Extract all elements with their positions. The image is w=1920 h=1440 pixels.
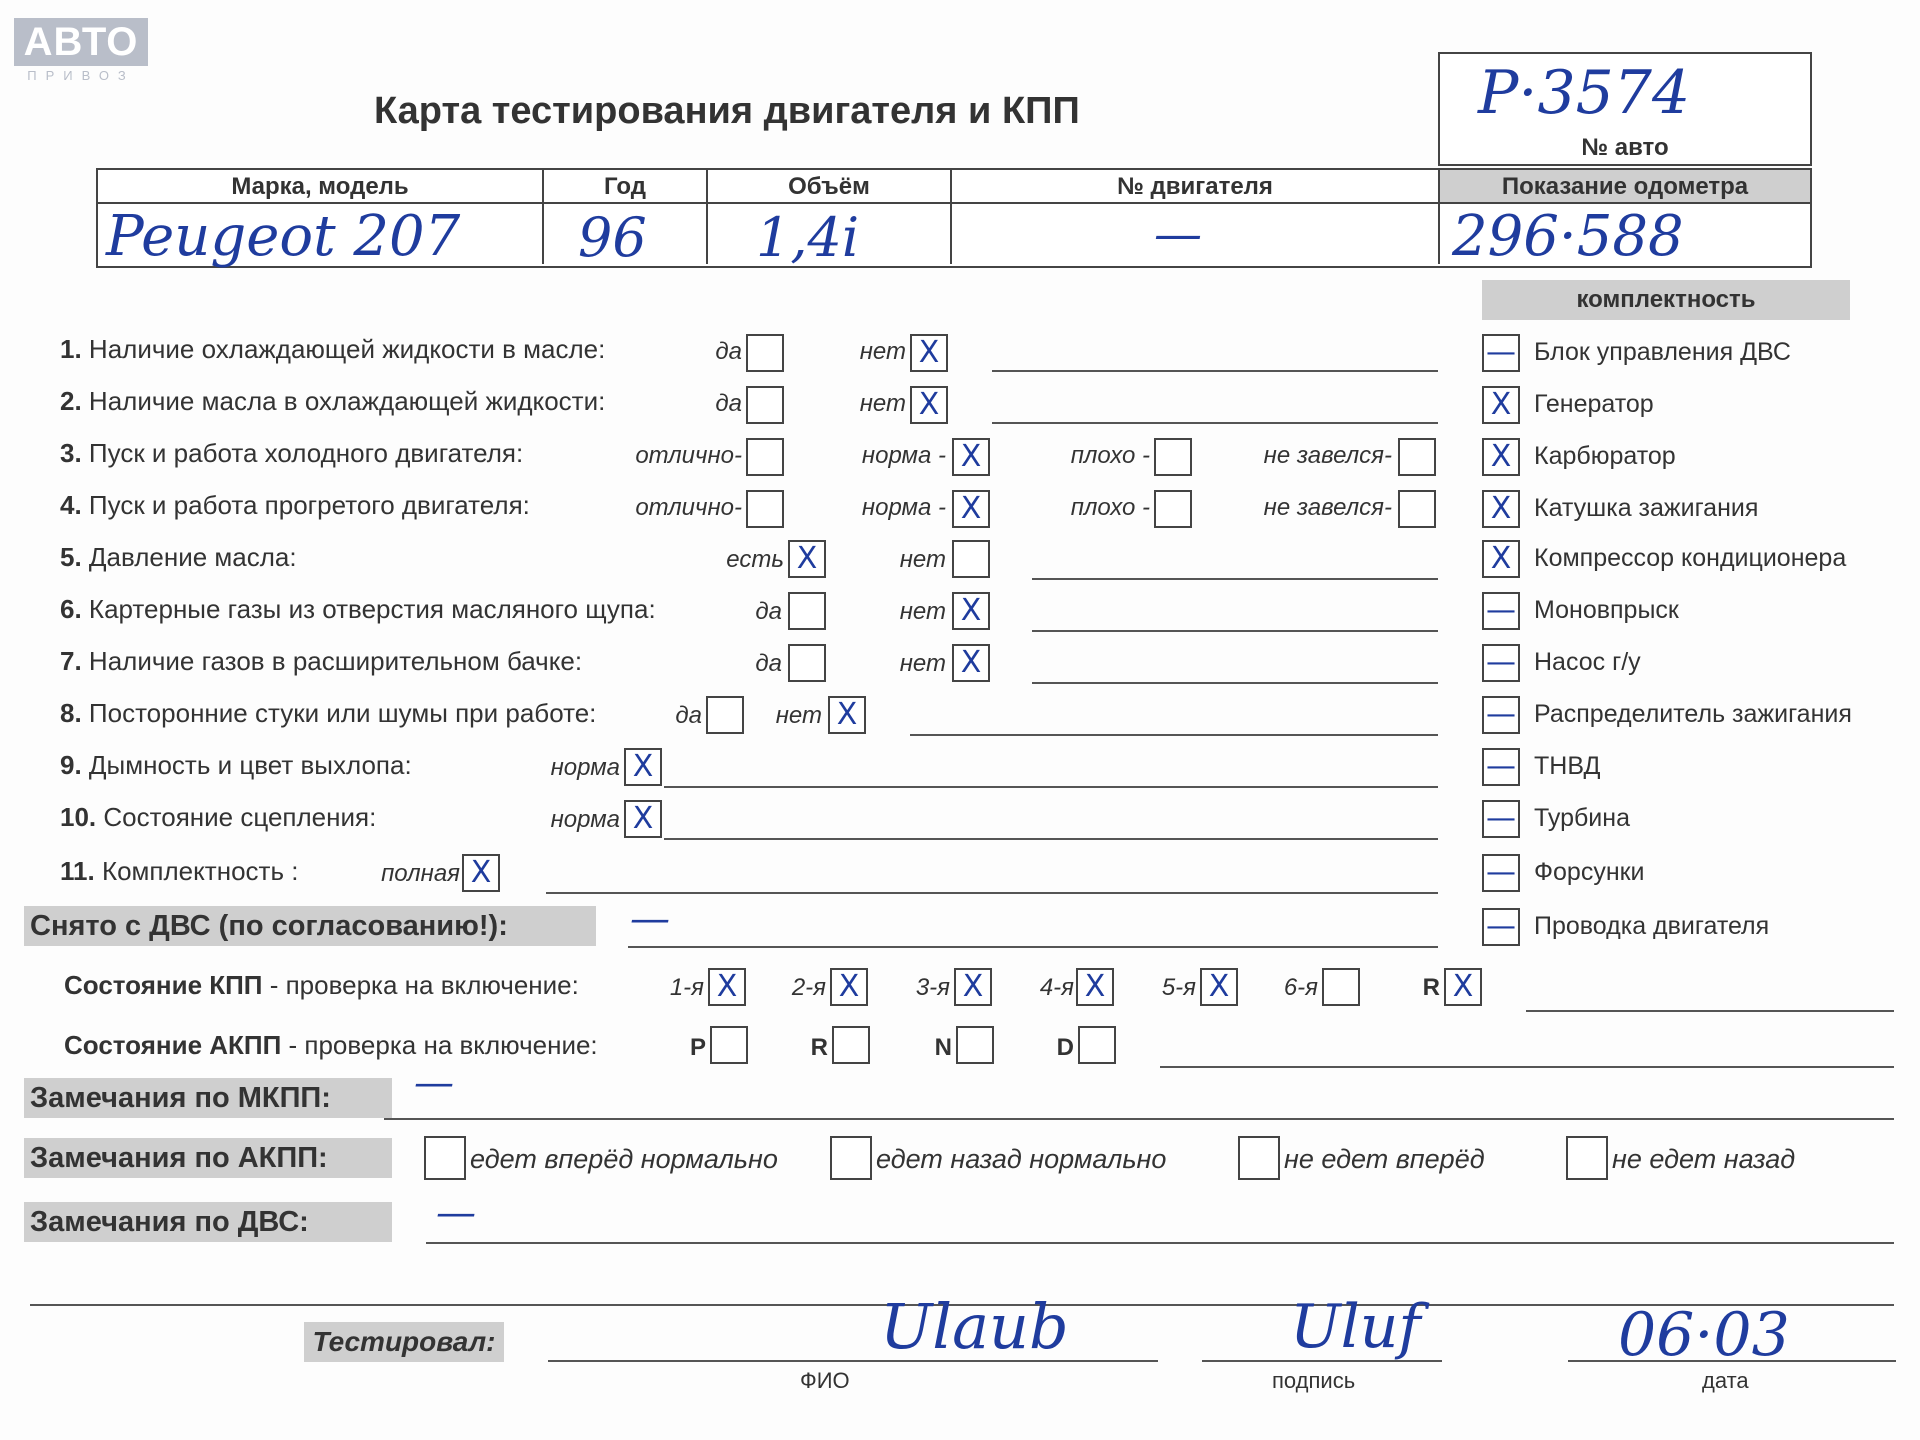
checkbox-q3-ploho[interactable] [1154, 438, 1192, 476]
odometer-header: Показание одометра [1501, 173, 1749, 200]
komplekt-label-4: Катушка зажигания [1534, 494, 1759, 522]
akpp-remark-2-label: едет назад нормально [876, 1144, 1167, 1174]
comment-line-q6[interactable] [1032, 630, 1438, 632]
checkbox-q7-net[interactable]: X [952, 644, 990, 682]
removed-label: Снято с ДВС (по согласованию!): [24, 906, 596, 946]
checkbox-q11-polnaya[interactable]: X [462, 854, 500, 892]
checkbox-q6-da[interactable] [788, 592, 826, 630]
removed-value: — [630, 896, 670, 942]
komplekt-mark-11[interactable]: — [1482, 854, 1520, 892]
date-line[interactable] [1568, 1360, 1896, 1362]
checkbox-q5-est[interactable]: X [788, 540, 826, 578]
tested-label: Тестировал: [304, 1322, 504, 1362]
logo-subtitle: ПРИВОЗ [27, 68, 135, 83]
komplekt-mark-12[interactable]: — [1482, 908, 1520, 946]
kpp-label: Состояние КПП - проверка на включение: [64, 970, 579, 1000]
komplekt-label-2: Генератор [1534, 390, 1654, 418]
komplekt-label-11: Форсунки [1534, 858, 1645, 886]
logo: АВТО [14, 18, 148, 66]
komplekt-mark-9[interactable]: — [1482, 748, 1520, 786]
komplekt-mark-1[interactable]: — [1482, 334, 1520, 372]
komplekt-header: комплектность [1482, 280, 1850, 320]
kpp-comment-line[interactable] [1526, 1010, 1894, 1012]
komplekt-mark-8[interactable]: — [1482, 696, 1520, 734]
date-caption: дата [1702, 1368, 1749, 1393]
checkbox-q3-otlichno[interactable] [746, 438, 784, 476]
akpp-remark-3-checkbox[interactable] [1238, 1136, 1280, 1180]
komplekt-label-6: Моновпрыск [1534, 596, 1679, 624]
akpp-remark-2-checkbox[interactable] [830, 1136, 872, 1180]
comment-line-q1[interactable] [992, 370, 1438, 372]
checkbox-q10-norma[interactable]: X [624, 800, 662, 838]
komplekt-label-9: ТНВД [1534, 752, 1601, 780]
komplekt-label-8: Распределитель зажигания [1534, 700, 1852, 728]
checkbox-q7-da[interactable] [788, 644, 826, 682]
mkpp-remarks-line[interactable] [384, 1118, 1894, 1120]
removed-line[interactable] [628, 946, 1438, 948]
akpp-mode-n[interactable] [956, 1026, 994, 1064]
kpp-gear-r[interactable]: X [1444, 968, 1482, 1006]
akpp-mode-r[interactable] [832, 1026, 870, 1064]
engine-no-header: № двигателя [1117, 173, 1273, 200]
volume-header: Объём [788, 173, 870, 200]
akpp-comment-line[interactable] [1160, 1066, 1894, 1068]
akpp-remarks-label: Замечания по АКПП: [24, 1138, 392, 1178]
checkbox-q3-ne-zavelsya[interactable] [1398, 438, 1436, 476]
checkbox-q4-otlichno[interactable] [746, 490, 784, 528]
komplekt-mark-4[interactable]: X [1482, 490, 1520, 528]
kpp-gear-4[interactable]: X [1076, 968, 1114, 1006]
checkbox-q4-norma[interactable]: X [952, 490, 990, 528]
dvs-remarks-value: — [436, 1190, 476, 1236]
volume-value: 1,4i [756, 206, 860, 269]
signature-line[interactable] [1202, 1360, 1442, 1362]
fio-caption: ФИО [800, 1368, 850, 1393]
comment-line-q9[interactable] [664, 786, 1438, 788]
year-value: 96 [578, 206, 647, 269]
signature: Uluf [1290, 1292, 1421, 1362]
komplekt-label-12: Проводка двигателя [1534, 912, 1770, 940]
checkbox-q5-net[interactable] [952, 540, 990, 578]
comment-line-q11[interactable] [546, 892, 1438, 894]
komplekt-label-7: Насос г/у [1534, 648, 1641, 676]
fio-line[interactable] [548, 1360, 1158, 1362]
comment-line-q10[interactable] [664, 838, 1438, 840]
signature-caption: подпись [1272, 1368, 1356, 1393]
make-value: Peugeot 207 [106, 204, 461, 269]
komplekt-mark-10[interactable]: — [1482, 800, 1520, 838]
komplekt-label-5: Компрессор кондиционера [1534, 544, 1847, 572]
kpp-gear-6[interactable] [1322, 968, 1360, 1006]
kpp-gear-3[interactable]: X [954, 968, 992, 1006]
komplekt-mark-5[interactable]: X [1482, 540, 1520, 578]
kpp-gear-5[interactable]: X [1200, 968, 1238, 1006]
comment-line-q8[interactable] [910, 734, 1438, 736]
car-number-value: P·3574 [1478, 58, 1691, 128]
car-number-label: № авто [1581, 134, 1669, 161]
test-date: 06·03 [1618, 1300, 1790, 1370]
akpp-remark-4-label: не едет назад [1612, 1144, 1796, 1174]
dvs-remarks-line[interactable] [426, 1242, 1894, 1244]
mkpp-remarks-value: — [414, 1060, 454, 1106]
akpp-mode-d[interactable] [1078, 1026, 1116, 1064]
checkbox-q2-net[interactable]: X [910, 386, 948, 424]
checkbox-q1-da[interactable] [746, 334, 784, 372]
komplekt-mark-3[interactable]: X [1482, 438, 1520, 476]
checkbox-q2-da[interactable] [746, 386, 784, 424]
komplekt-label-1: Блок управления ДВС [1534, 338, 1791, 366]
checkbox-q8-da[interactable] [706, 696, 744, 734]
mkpp-remarks-label: Замечания по МКПП: [24, 1078, 392, 1118]
komplekt-mark-6[interactable]: — [1482, 592, 1520, 630]
tester-name: Ulaиb [880, 1290, 1069, 1363]
dvs-remarks-label: Замечания по ДВС: [24, 1202, 392, 1242]
komplekt-mark-7[interactable]: — [1482, 644, 1520, 682]
comment-line-q7[interactable] [1032, 682, 1438, 684]
akpp-remark-1-label: едет вперёд нормально [470, 1144, 778, 1174]
akpp-label: Состояние АКПП - проверка на включение: [64, 1030, 598, 1060]
komplekt-label-3: Карбюратор [1534, 442, 1676, 470]
komplekt-label-10: Турбина [1534, 804, 1630, 832]
year-header: Год [604, 173, 646, 200]
odometer-value: 296·588 [1452, 204, 1684, 269]
checkbox-q4-ne-zavelsya[interactable] [1398, 490, 1436, 528]
checkbox-q9-norma[interactable]: X [624, 748, 662, 786]
comment-line-q2[interactable] [992, 422, 1438, 424]
checkbox-q8-net[interactable]: X [828, 696, 866, 734]
engine-no-value: — [1154, 206, 1202, 262]
kpp-gear-2[interactable]: X [830, 968, 868, 1006]
checkbox-q6-net[interactable]: X [952, 592, 990, 630]
make-header: Марка, модель [231, 173, 409, 200]
checkbox-q4-ploho[interactable] [1154, 490, 1192, 528]
kpp-gear-1[interactable]: X [708, 968, 746, 1006]
checkbox-q1-net[interactable]: X [910, 334, 948, 372]
akpp-mode-p[interactable] [710, 1026, 748, 1064]
akpp-remark-4-checkbox[interactable] [1566, 1136, 1608, 1180]
checkbox-q3-norma[interactable]: X [952, 438, 990, 476]
akpp-remark-1-checkbox[interactable] [424, 1136, 466, 1180]
komplekt-mark-2[interactable]: X [1482, 386, 1520, 424]
comment-line-q5[interactable] [1032, 578, 1438, 580]
akpp-remark-3-label: не едет вперёд [1284, 1144, 1485, 1174]
page-title: Карта тестирования двигателя и КПП [374, 90, 1080, 132]
